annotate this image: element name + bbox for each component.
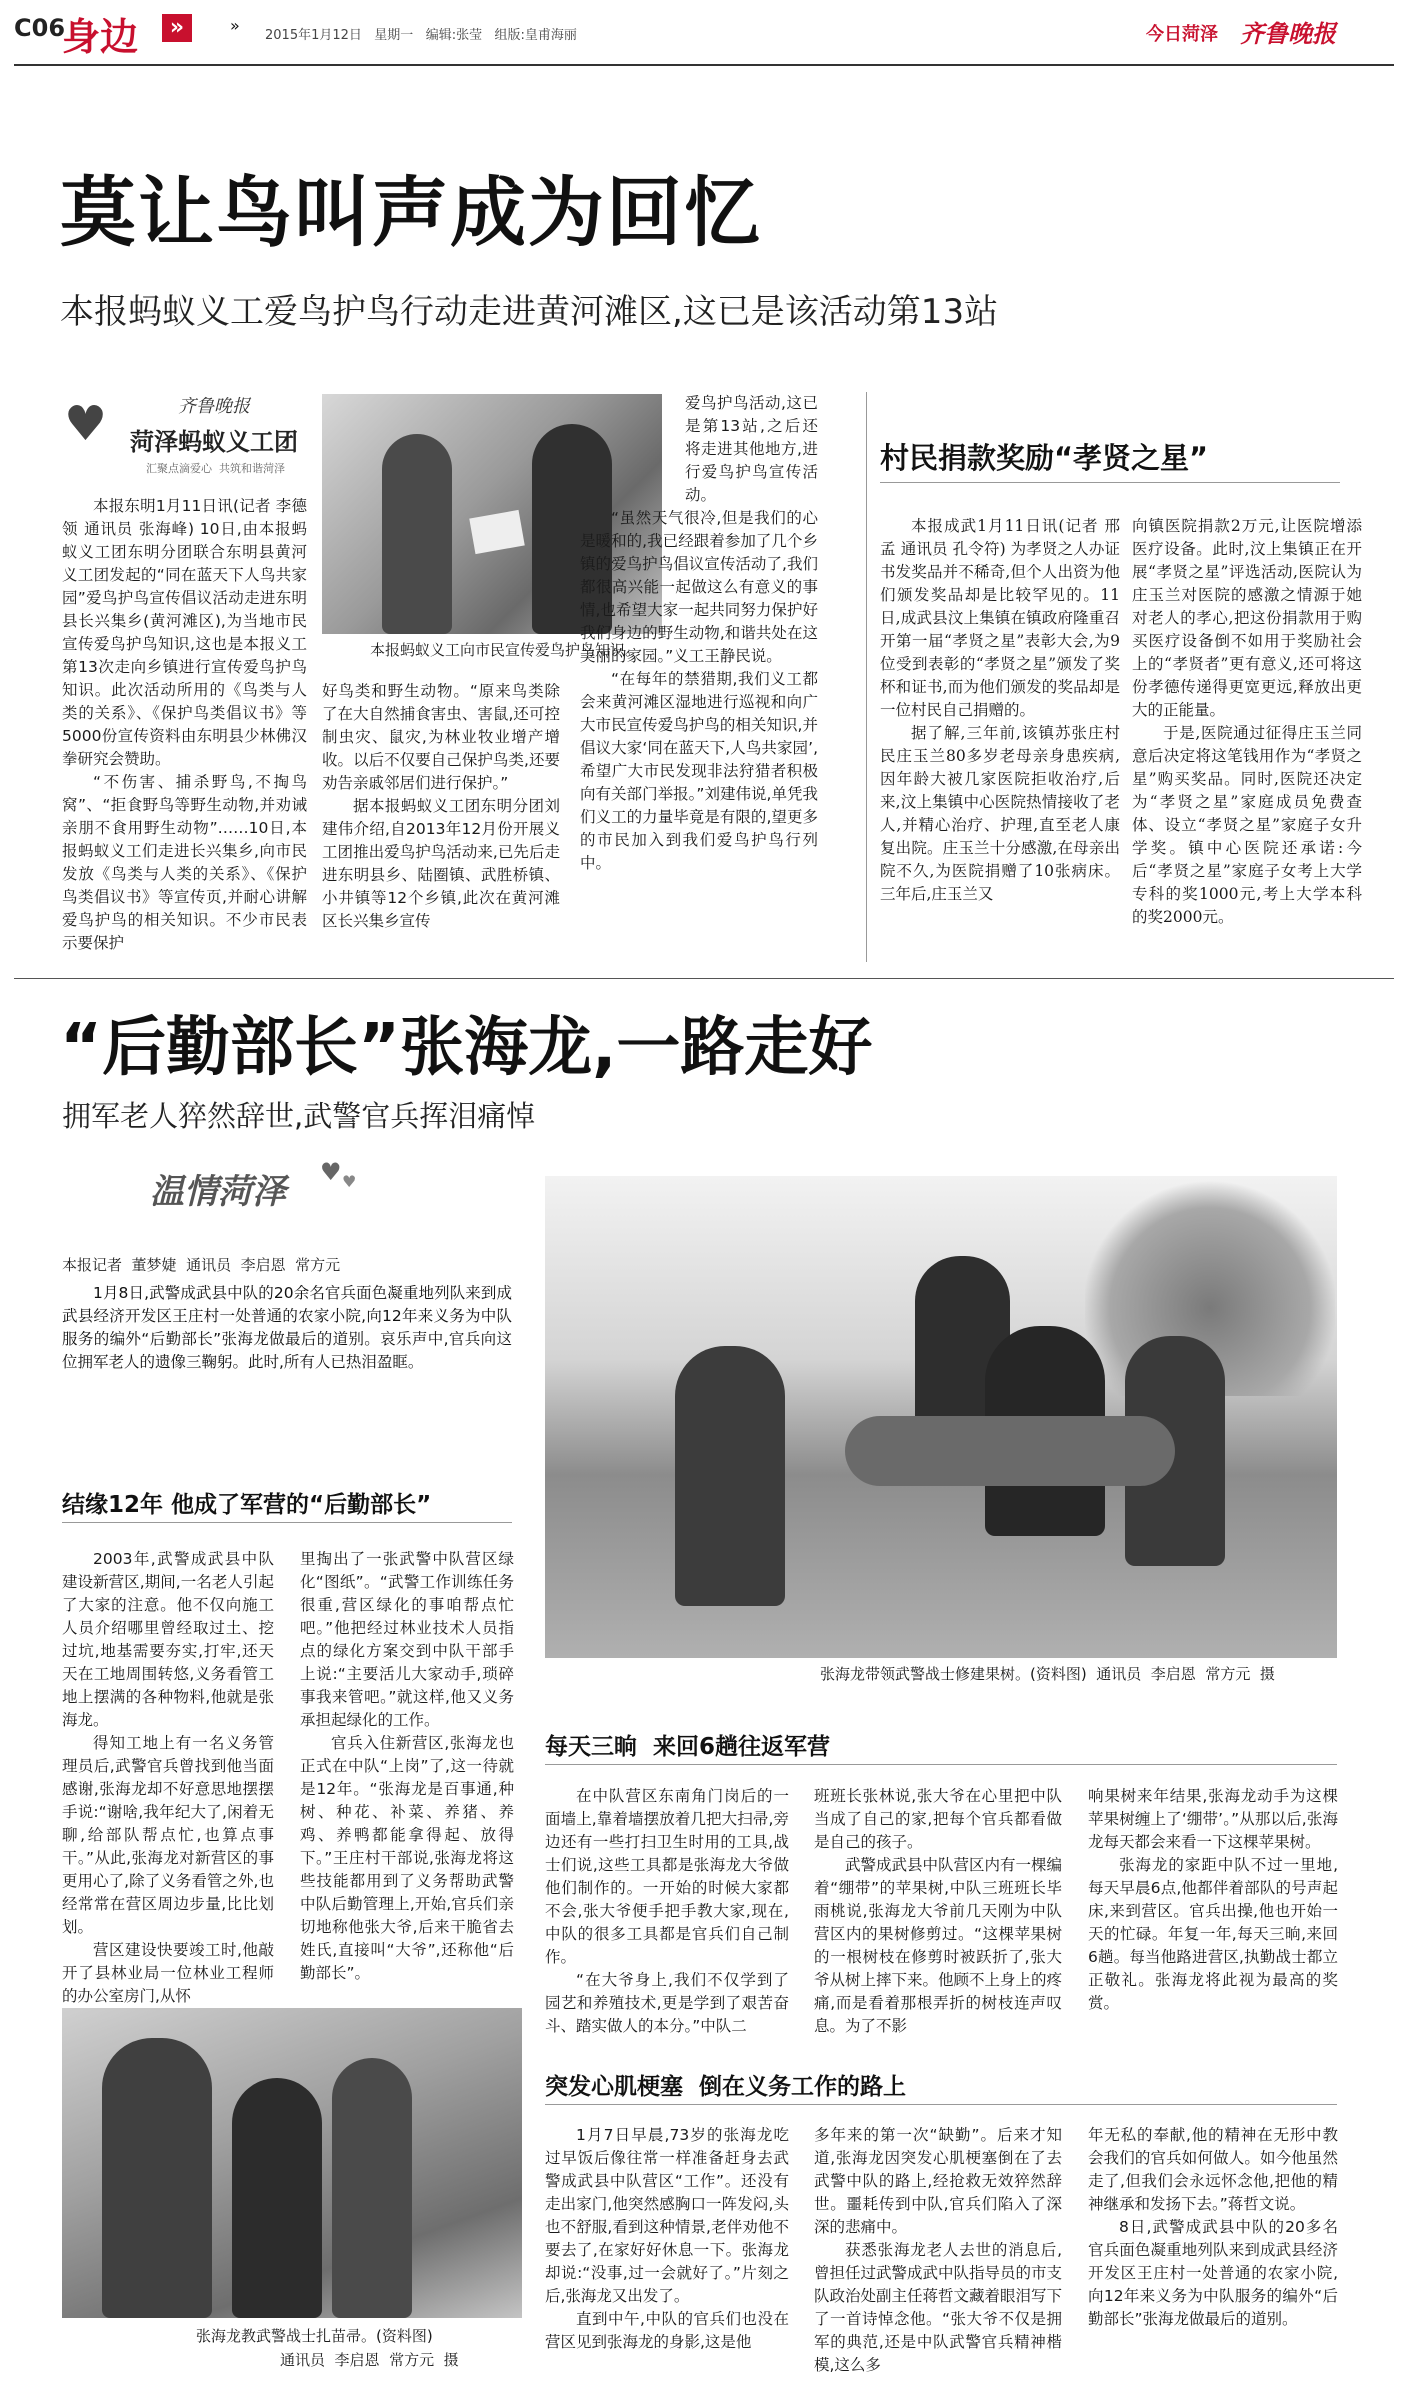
story1-subhead: 本报蚂蚁义工爱鸟护鸟行动走进黄河滩区,这已是该活动第13站 <box>60 292 999 332</box>
story1-column-1 <box>62 495 307 955</box>
story2-column-2 <box>1132 515 1362 929</box>
story3-paragraph: 武警成武县中队营区内有一棵编着“绷带”的苹果树,中队三班班长毕雨桃说,张海龙大爷前几天刚为中队营区内的果树修剪过。“这棵苹果树的一根树枝在修剪时被跃折了,张大爷从树上摔下来。他顾不上身上的疼痛,而是看着那根弄折的树枝连声叹息。为了不影 <box>814 1856 1063 2035</box>
story3-subhead: 拥军老人猝然辞世,武警官兵挥泪痛悼 <box>62 1099 536 1133</box>
story1-paragraph: “不伤害、捕杀野鸟,不掏鸟窝”、“拒食野鸟等野生动物,并劝诫亲朋不食用野生动物”……10日,本报蚂蚁义工们走进长兴集乡,向市民发放《鸟类与人类的关系》、《保护鸟类倡议书》等宣传页,并耐心讲解爱鸟护鸟的相关知识。不少市民表示要保护 <box>62 773 307 952</box>
story3-subhead-3: 突发心肌梗塞 倒在义务工作的路上 <box>545 2074 907 2100</box>
story1-paragraph: “虽然天气很冷,但是我们的心是暖和的,我已经跟着参加了几个乡镇的爱鸟护鸟倡议宣传活动了,我们都很高兴能一起做这么有意义的事情,也希望大家一起共同努力保护好我们身边的野生动物,和谐共处在这美丽的家园。”义工王静民说。 <box>580 509 818 665</box>
column-logo <box>150 1158 410 1218</box>
section-mark-icon: » <box>230 16 240 35</box>
story3-paragraph: 多年来的第一次“缺勤”。后来才知道,张海龙因突发心肌梗塞倒在了去武警中队的路上,经抢救无效猝然辞世。噩耗传到中队,官兵们陷入了深深的悲痛中。 <box>814 2126 1062 2236</box>
volunteer-logo <box>58 392 308 492</box>
story3-paragraph: 直到中午,中队的官兵们也没在营区见到张海龙的身影,这是他 <box>545 2310 789 2351</box>
header-rule <box>14 64 1394 66</box>
story3-paragraph: 官兵入住新营区,张海龙也正式在中队“上岗”了,这一待就是12年。“张海龙是百事通,种树、种花、补菜、养猪、养鸡、养鸭都能拿得起、放得下。”王庄村干部说,张海龙将这些技能都用到了义务帮助武警中队后勤管理上,开始,官兵们亲切地称他张大爷,后来干脆省去姓氏,直接叫“大爷”,还称他“后勤部长”。 <box>300 1734 514 1982</box>
story3-paragraph: 2003年,武警成武县中队建设新营区,期间,一名老人引起了大家的注意。他不仅向施工人员介绍哪里曾经取过土、挖过坑,地基需要夯实,打牢,还天天在工地周围转悠,义务看管工地上摆满的各种物料,他就是张海龙。 <box>62 1550 274 1729</box>
heart-icon: ♥ <box>64 396 108 452</box>
story2-headline: 村民捐款奖励“孝贤之星” <box>880 441 1209 475</box>
story1-column-2 <box>322 680 560 933</box>
section-arrow-icon: » <box>162 14 192 42</box>
story3-paragraph: 获悉张海龙老人去世的消息后,曾担任过武警成武中队指导员的市支队政治处副主任蒋哲文藏着眼泪写下了一首诗悼念他。“张大爷不仅是拥军的典范,还是中队武警官兵精神楷模,这么多 <box>814 2241 1063 2374</box>
logo-text: 菏泽蚂蚁义工团 <box>130 428 298 456</box>
page-header <box>0 0 1409 64</box>
story1-paragraph: 好鸟类和野生动物。“原来鸟类除了在大自然捕食害虫、害鼠,还可控制虫灾、鼠灾,为林业牧业增产增收。以后不仅要自己保护鸟类,还要劝告亲戚邻居们进行保护。” <box>322 682 560 792</box>
story3-sub2-column-3 <box>1088 1785 1338 2015</box>
paper-logo: 齐鲁晚报 <box>1240 19 1336 48</box>
story1-paragraph: 爱鸟护鸟活动,这已是第13站,之后还将走进其他地方,进行爱鸟护鸟宣传活动。 <box>685 394 818 504</box>
subhead-rule <box>545 2104 1337 2105</box>
soldier-silhouette <box>332 2058 412 2318</box>
story3-paragraph: 得知工地上有一名义务管理员后,武警官兵曾找到他当面感谢,张海龙却不好意思地摆摆手说:“谢啥,我年纪大了,闲着无聊,给部队帮点忙,也算点事干。”从此,张海龙对新营区的事更用心了,除了义务看管之外,也经常常在营区周边步量,比比划划。 <box>62 1734 274 1936</box>
story2-lead-paragraph: 本报成武1月11日讯(记者 邢孟 通讯员 孔令符) 为孝贤之人办证书发奖品并不稀奇,但个人出资为他们颁发奖品却是比较罕见的。11日,成武县汶上集镇在镇政府隆重召开第一届“孝贤之星”表彰大会,为9位受到表彰的“孝贤之星”颁发了奖杯和证书,而为他们颁发的奖品却是一位村民自己捐赠的。 <box>880 517 1120 719</box>
subhead-rule <box>545 1764 1337 1765</box>
story2-paragraph: 于是,医院通过征得庄玉兰同意后决定将这笔钱用作为“孝贤之星”购买奖品。同时,医院还决定为“孝贤之星”家庭成员免费查体、设立“孝贤之星”家庭子女升学奖。镇中心医院还承诺:今后“孝贤之星”家庭子女考上大学专科的奖1000元,考上大学本科的奖2000元。 <box>1132 724 1362 926</box>
story3-lead: 1月8日,武警成武县中队的20余名官兵面色凝重地列队来到成武县经济开发区王庄村一处普通的农家小院,向12年来义务为中队服务的编外“后勤部长”张海龙做最后的道别。哀乐声中,官兵向这位拥军老人的遗像三鞠躬。此时,所有人已热泪盈眶。 <box>62 1284 512 1371</box>
story3-paragraph: 里掏出了一张武警中队营区绿化“图纸”。“武警工作训练任务很重,营区绿化的事咱帮点忙吧。”他把经过林业技术人员指点的绿化方案交到中队干部手上说:“主要活儿大家动手,琐碎事我来管吧。”就这样,他又义务承担起绿化的工作。 <box>300 1550 514 1729</box>
story1-paragraph: 据本报蚂蚁义工团东明分团刘建伟介绍,自2013年12月份开展义工团推出爱鸟护鸟活动来,已先后走进东明县乡、陆圈镇、武胜桥镇、小井镇等12个乡镇,此次在黄河滩区长兴集乡宣传 <box>322 797 560 930</box>
story3-paragraph: 张海龙的家距中队不过一里地,每天早晨6点,他都伴着部队的号声起床,来到营区。官兵出操,他也开始一天的忙碌。年复一年,每天三晌,来回6趟。每当他路进营区,执勤战士都立正敬礼。张海龙将此视为最高的奖赏。 <box>1088 1856 1338 2012</box>
story3-paragraph: 1月7日早晨,73岁的张海龙吃过早饭后像往常一样准备赶身去武警成武县中队营区“工作”。还没有走出家门,他突然感胸口一阵发闷,头也不舒服,看到这种情景,老伴劝他不要去了,在家好好休息一下。张海龙却说:“没事,过一会就好了。”片刻之后,张海龙又出发了。 <box>545 2126 789 2305</box>
soldier-silhouette <box>102 2038 212 2318</box>
story3-paragraph: 8日,武警成武县中队的20多名官兵面色凝重地列队来到成武县经济开发区王庄村一处普通的农家小院,向12年来义务为中队服务的编外“后勤部长”张海龙做最后的道别。 <box>1088 2218 1338 2328</box>
column-divider <box>866 392 867 962</box>
story2-column-1 <box>880 515 1120 906</box>
story2-paragraph: 向镇医院捐款2万元,让医院增添医疗设备。此时,汶上集镇正在开展“孝贤之星”评选活动,医院认为庄玉兰对医院的感激之情源于她对老人的孝心,把这份捐款用于购买医疗设备倒不如用于奖励社会上的“孝贤者”更有意义,还可将这份孝德传递得更宽更远,释放出更大的正能量。 <box>1132 517 1362 719</box>
story1-lead-paragraph: 本报东明1月11日讯(记者 李德领 通讯员 张海峰) 10日,由本报蚂蚁义工团东明分团联合东明县黄河义工团发起的“同在蓝天下人鸟共家园”爱鸟护鸟宣传倡议活动走进东明县长兴集乡(黄河滩区),为当地市民宣传爱鸟护鸟知识,这也是本报义工第13次走向乡镇进行宣传爱鸟护鸟知识。此次活动所用的《鸟类与人类的关系》、《保护鸟类倡议书》等5000份宣传资料由东明县少林佛汉拳研究会赞助。 <box>62 497 307 768</box>
story3-subhead-2: 每天三晌 来回6趟往返军营 <box>545 1734 831 1760</box>
story3-sub3-column-2 <box>814 2124 1062 2377</box>
story3-small-photo <box>62 2008 522 2318</box>
column-logo-text: 温情菏泽 <box>150 1172 286 1212</box>
header-meta: 2015年1月12日 星期一 编辑:张莹 组版:皇甫海丽 <box>265 28 577 43</box>
story3-sub1-column-2 <box>300 1548 514 1985</box>
story1-paragraph: “在每年的禁猎期,我们义工都会来黄河滩区湿地进行巡视和向广大市民宣传爱鸟护鸟的相关知识,并倡议大家‘同在蓝天下,人鸟共家园’,希望广大市民发现非法狩猎者积极向有关部门举报。”刘建伟说,单凭我们义工的力量毕竟是有限的,望更多的市民加入到我们爱鸟护鸟行列中。 <box>580 670 818 872</box>
broom-bundle <box>845 1416 1175 1486</box>
story1-photo-caption: 本报蚂蚁义工向市民宣传爱鸟护鸟知识。 <box>370 641 641 659</box>
elder-silhouette <box>232 2078 322 2318</box>
story3-paragraph: 在中队营区东南角门岗后的一面墙上,靠着墙摆放着几把大扫帚,旁边还有一些打扫卫生时用的工具,战士们说,这些工具都是张海龙大爷做他们制作的。一开始的时候大家都不会,张大爷便手把手教大家,现在,中队的很多工具都是官兵们自己制作。 <box>545 1787 789 1966</box>
story3-small-photo-credit: 通讯员 李启恩 常方元 摄 <box>280 2351 459 2369</box>
story3-sub3-column-3 <box>1088 2124 1338 2331</box>
story3-paragraph: 营区建设快要竣工时,他敲开了县林业局一位林业工程师的办公室房门,从怀 <box>62 1941 274 2005</box>
story3-subhead-1: 结缘12年 他成了军营的“后勤部长” <box>62 1492 432 1518</box>
section-title: 身边 <box>62 14 139 59</box>
subhead-rule <box>62 1522 512 1523</box>
person-silhouette <box>382 434 452 634</box>
edition-name: 今日菏泽 <box>1146 24 1218 45</box>
story3-paragraph: “在大爷身上,我们不仅学到了园艺和养殖技术,更是学到了艰苦奋斗、踏实做人的本分。”中队二 <box>545 1971 789 2035</box>
story1-headline: 莫让鸟叫声成为回忆 <box>60 168 762 257</box>
section-rule <box>14 978 1394 979</box>
story3-paragraph: 班班长张林说,张大爷在心里把中队当成了自己的家,把每个官兵都看做是自己的孩子。 <box>814 1787 1062 1851</box>
story2-rule <box>880 482 1340 483</box>
story3-sub3-column-1 <box>545 2124 789 2354</box>
story3-paragraph: 年无私的奉献,他的精神在无形中教会我们的官兵如何做人。如今他虽然走了,但我们会永远怀念他,把他的精神继承和发扬下去。”蒋哲文说。 <box>1088 2126 1338 2213</box>
story3-sub2-column-1 <box>545 1785 789 2038</box>
story3-sub1-column-1 <box>62 1548 274 2008</box>
story3-headline: “后勤部长”张海龙,一路走好 <box>60 1011 873 1085</box>
leaflet <box>469 510 524 554</box>
heart-icon: ♥ <box>320 1158 342 1186</box>
page-number: C06 <box>14 14 66 42</box>
heart-icon: ♥ <box>342 1172 357 1191</box>
section-block <box>62 6 240 59</box>
story1-column-3 <box>580 392 818 875</box>
story3-main-photo <box>545 1176 1337 1658</box>
story3-byline: 本报记者 董梦婕 通讯员 李启恩 常方元 <box>62 1256 341 1274</box>
story3-main-photo-caption: 张海龙带领武警战士修建果树。(资料图) 通讯员 李启恩 常方元 摄 <box>820 1665 1275 1683</box>
story2-paragraph: 据了解,三年前,该镇苏张庄村民庄玉兰80多岁老母亲身患疾病,因年龄大被几家医院拒收治疗,后来,汶上集镇中心医院热情接收了老人,并精心治疗、护理,直至老人康复出院。庄玉兰十分感激,在母亲出院不久,为医院捐赠了10张病床。三年后,庄玉兰又 <box>880 724 1120 903</box>
logo-brand: 齐鲁晚报 <box>178 396 250 417</box>
story3-paragraph: 响果树来年结果,张海龙动手为这棵苹果树缠上了‘绷带’。”从那以后,张海龙每天都会来看一下这棵苹果树。 <box>1088 1787 1338 1851</box>
story3-small-photo-caption: 张海龙教武警战士扎苗帚。(资料图) <box>196 2327 433 2345</box>
soldier-silhouette <box>675 1346 785 1606</box>
logo-slogan: 汇聚点滴爱心 共筑和谐菏泽 <box>146 462 285 475</box>
story3-sub2-column-2 <box>814 1785 1062 2038</box>
